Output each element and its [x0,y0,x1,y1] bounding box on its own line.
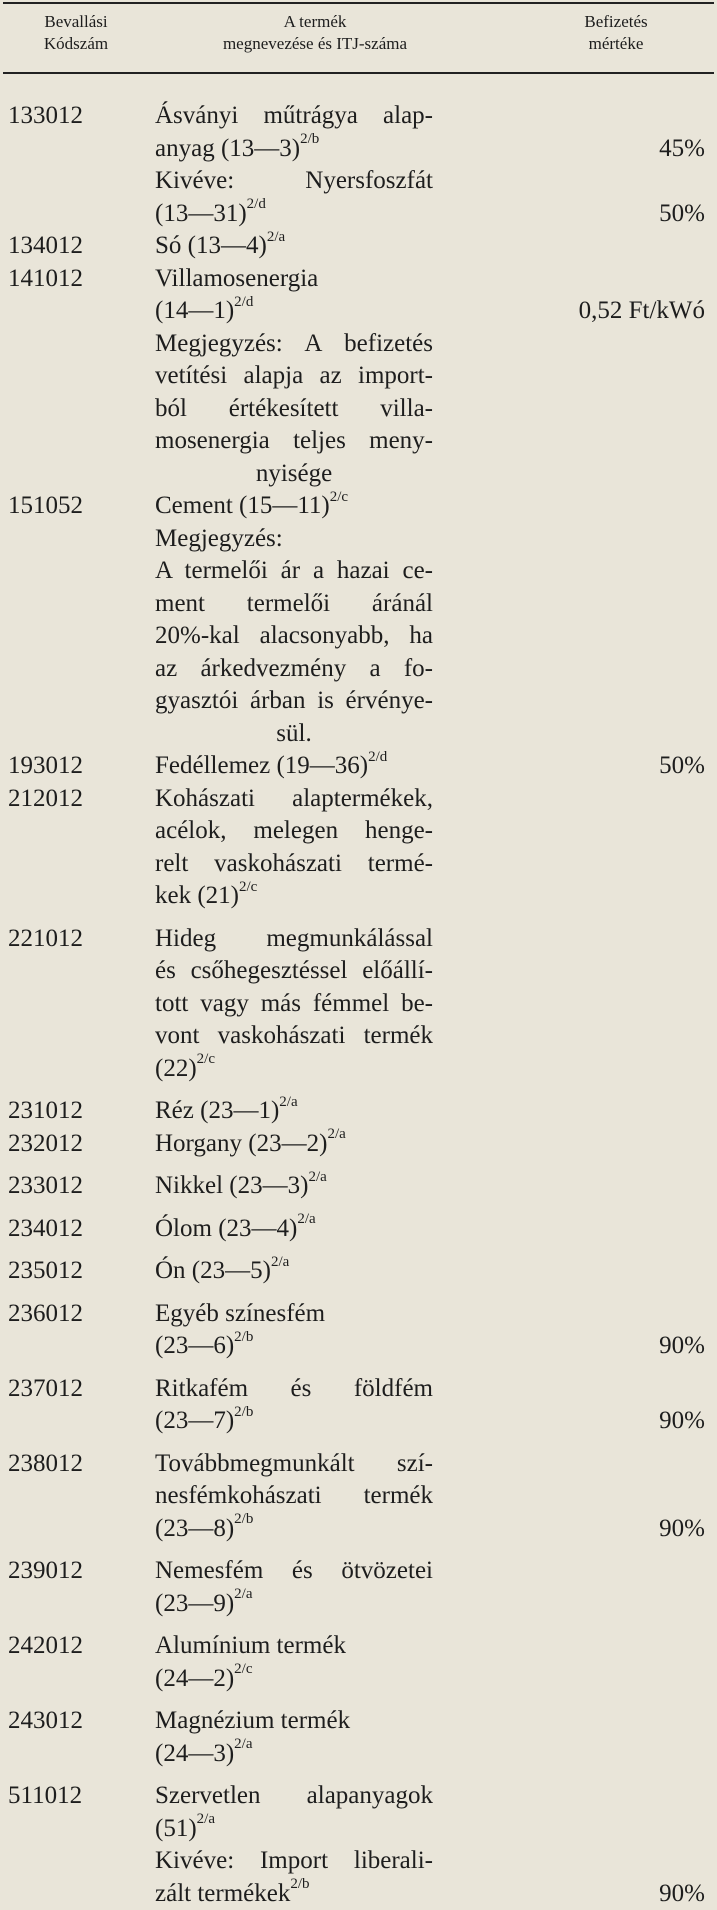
declaration-code: 239012 [8,1555,83,1588]
product-description [155,490,433,523]
table-row [0,1448,717,1546]
footnote-reference: 2/a [234,1736,252,1752]
description-line [155,1663,433,1696]
description-text: anyag (13—3) [155,135,300,162]
product-description [155,1705,433,1770]
header-code-column [6,11,146,55]
description-line [155,1813,433,1846]
table-row [0,1373,717,1438]
description-text: Réz (23—1) [155,1097,279,1124]
description-text: Villamosenergia [155,265,318,292]
description-text: és csőhegesztéssel előállí- [155,957,433,984]
footnote-reference: 2/d [368,749,387,765]
product-description [155,1128,433,1161]
footnote-reference: 2/a [279,1094,297,1110]
description-line [155,393,433,426]
description-line [155,1053,433,1086]
description-text: gyasztói árban is érvénye- [155,687,433,714]
description-text: relt vaskohászati termé- [155,850,433,877]
description-line [155,1255,433,1288]
product-description [155,328,433,491]
footnote-reference: 2/b [234,1404,253,1420]
description-line [155,815,433,848]
declaration-code: 242012 [8,1630,83,1663]
description-text: Kivéve: Import liberali- [155,1847,433,1874]
description-text: (23—7) [155,1407,234,1434]
description-line [155,1513,433,1546]
product-description [155,1298,433,1363]
declaration-code: 133012 [8,100,83,133]
table-row [0,1170,717,1203]
header-code-line-2: Kódszám [6,33,146,55]
description-line [155,1020,433,1053]
product-description [155,1448,433,1546]
description-line [155,328,433,361]
description-text: Hideg megmunkálással [155,925,433,952]
declaration-code: 238012 [8,1448,83,1481]
product-description [155,1213,433,1246]
description-text: (23—9) [155,1590,234,1617]
description-line [155,198,433,231]
footnote-reference: 2/d [247,196,266,212]
description-text: Kivéve: Nyersfoszfát [155,167,433,194]
product-description [155,923,433,1086]
description-text: kek (21) [155,882,239,909]
description-line [155,1705,433,1738]
description-line [155,1448,433,1481]
description-line [155,1780,433,1813]
description-line [155,1845,433,1878]
description-text: (13—31) [155,200,247,227]
declaration-code: 243012 [8,1705,83,1738]
footnote-reference: 2/d [234,294,253,310]
description-line [155,653,433,686]
footnote-reference: 2/a [297,1211,315,1227]
footnote-reference: 2/c [330,489,348,505]
table-row [0,490,717,523]
description-text: nesfémkohászati termék [155,1482,433,1509]
description-text: Alumínium termék [155,1632,346,1659]
description-line [155,100,433,133]
payment-rate: 90% [659,1405,705,1438]
description-text: A termelői ár a hazai ce- [155,557,433,584]
description-text: Egyéb színesfém [155,1300,325,1327]
description-line [155,1213,433,1246]
declaration-code: 511012 [8,1780,82,1813]
description-text: Cement (15—11) [155,492,330,519]
footnote-reference: 2/a [308,1169,326,1185]
payment-rate: 50% [659,750,705,783]
top-rule [3,2,714,4]
description-line [155,1095,433,1128]
payment-rate: 0,52 Ft/kWó [579,295,705,328]
description-text: Megjegyzés: A befizetés [155,330,433,357]
table-row [0,328,717,491]
description-line [155,360,433,393]
description-text: (24—3) [155,1740,234,1767]
footnote-reference: 2/c [197,1051,215,1067]
description-text: Megjegyzés: [155,525,283,552]
description-line [155,555,433,588]
footnote-reference: 2/b [290,1876,309,1892]
footnote-reference: 2/a [271,1254,289,1270]
header-rate-line-2: mértéke [528,33,704,55]
description-line [155,1330,433,1363]
table-row [0,523,717,751]
description-line [155,1630,433,1663]
description-line [155,1405,433,1438]
description-text: tott vagy más fémmel be- [155,990,433,1017]
product-description [155,523,433,751]
description-text: vont vaskohászati termék [155,1022,433,1049]
footnote-reference: 2/c [239,879,257,895]
description-line [155,1170,433,1203]
declaration-code: 141012 [8,263,83,296]
description-line [155,848,433,881]
description-line [155,458,433,491]
table-body [0,100,717,1910]
product-description [155,1095,433,1128]
product-description [155,750,433,783]
description-line [155,295,433,328]
footnote-reference: 2/b [234,1511,253,1527]
product-description [155,230,433,263]
header-name-line-1: A termék [170,11,460,33]
description-text: nyisége [256,460,332,487]
description-line [155,523,433,556]
declaration-code: 193012 [8,750,83,783]
description-line [155,685,433,718]
header-rate-line-1: Befizetés [528,11,704,33]
payment-rate: 90% [659,1878,705,1910]
product-description [155,1780,433,1845]
description-text: Továbbmegmunkált szí- [155,1450,433,1477]
table-row [0,1298,717,1363]
description-text: vetítési alapja az import- [155,362,433,389]
product-description [155,1630,433,1695]
description-line [155,133,433,166]
table-row [0,1128,717,1161]
product-description [155,263,433,328]
description-text: ból értékesített villa- [155,395,433,422]
description-text: (22) [155,1055,197,1082]
product-description [155,100,433,165]
payment-rate: 90% [659,1513,705,1546]
description-text: (23—6) [155,1332,234,1359]
description-text: 20%-kal alacsonyabb, ha [155,622,433,649]
header-rate-column [528,11,704,55]
description-line [155,718,433,751]
description-text: Ón (23—5) [155,1257,271,1284]
table-row [0,100,717,165]
payment-rate: 90% [659,1330,705,1363]
declaration-code: 234012 [8,1213,83,1246]
description-line [155,490,433,523]
description-line [155,1480,433,1513]
description-line [155,1298,433,1331]
description-line [155,1555,433,1588]
product-description [155,1845,433,1910]
description-text: Horgany (23—2) [155,1130,327,1157]
description-text: Fedéllemez (19—36) [155,752,368,779]
table-header [0,8,717,70]
description-line [155,230,433,263]
description-text: mosenergia teljes meny- [155,427,433,454]
table-row [0,165,717,230]
description-text: Ritkafém és földfém [155,1375,433,1402]
declaration-code: 231012 [8,1095,83,1128]
footnote-reference: 2/b [300,131,319,147]
table-row [0,750,717,783]
table-row [0,1555,717,1620]
table-row [0,783,717,913]
declaration-code: 212012 [8,783,83,816]
footnote-reference: 2/b [234,1329,253,1345]
footnote-reference: 2/a [197,1811,215,1827]
description-text: Nemesfém és ötvözetei [155,1557,433,1584]
description-line [155,955,433,988]
description-line [155,425,433,458]
description-text: sül. [276,720,311,747]
header-name-line-2: megnevezése és ITJ-száma [170,33,460,55]
table-row [0,923,717,1086]
description-text: (14—1) [155,297,234,324]
product-description [155,165,433,230]
description-line [155,1373,433,1406]
description-text: Nikkel (23—3) [155,1172,308,1199]
product-description [155,1170,433,1203]
description-line [155,923,433,956]
description-line [155,880,433,913]
header-rule [3,72,714,74]
declaration-code: 233012 [8,1170,83,1203]
declaration-code: 151052 [8,490,83,523]
description-text: (24—2) [155,1665,234,1692]
header-name-column [170,11,460,55]
payment-rate: 45% [659,133,705,166]
description-text: Ásványi műtrágya alap- [155,102,433,129]
table-row [0,263,717,328]
table-row [0,1705,717,1770]
table-row [0,1213,717,1246]
table-row [0,1630,717,1695]
description-line [155,1588,433,1621]
description-line [155,263,433,296]
description-text: (51) [155,1815,197,1842]
table-row [0,1845,717,1910]
footnote-reference: 2/c [234,1661,252,1677]
footnote-reference: 2/a [327,1126,345,1142]
description-line [155,588,433,621]
product-description [155,1255,433,1288]
table-row [0,230,717,263]
description-line [155,783,433,816]
footnote-reference: 2/a [234,1586,252,1602]
declaration-code: 235012 [8,1255,83,1288]
table-row [0,1780,717,1845]
description-line [155,1128,433,1161]
table-row [0,1255,717,1288]
product-description [155,783,433,913]
description-text: Szervetlen alapanyagok [155,1782,433,1809]
description-line [155,750,433,783]
table-row [0,1095,717,1128]
header-code-line-1: Bevallási [6,11,146,33]
description-line [155,1738,433,1771]
description-text: Ólom (23—4) [155,1215,297,1242]
declaration-code: 237012 [8,1373,83,1406]
declaration-code: 232012 [8,1128,83,1161]
description-text: Magnézium termék [155,1707,350,1734]
description-text: Só (13—4) [155,232,267,259]
declaration-code: 221012 [8,923,83,956]
description-text: az árkedvezmény a fo- [155,655,433,682]
description-text: ment termelői áránál [155,590,433,617]
product-description [155,1373,433,1438]
description-text: zált termékek [155,1880,290,1907]
description-text: (23—8) [155,1515,234,1542]
description-text: Kohászati alaptermékek, [155,785,433,812]
description-line [155,165,433,198]
description-line [155,620,433,653]
product-description [155,1555,433,1620]
declaration-code: 134012 [8,230,83,263]
payment-rate: 50% [659,198,705,231]
description-line [155,988,433,1021]
footnote-reference: 2/a [267,229,285,245]
declaration-code: 236012 [8,1298,83,1331]
description-text: acélok, melegen henge- [155,817,433,844]
